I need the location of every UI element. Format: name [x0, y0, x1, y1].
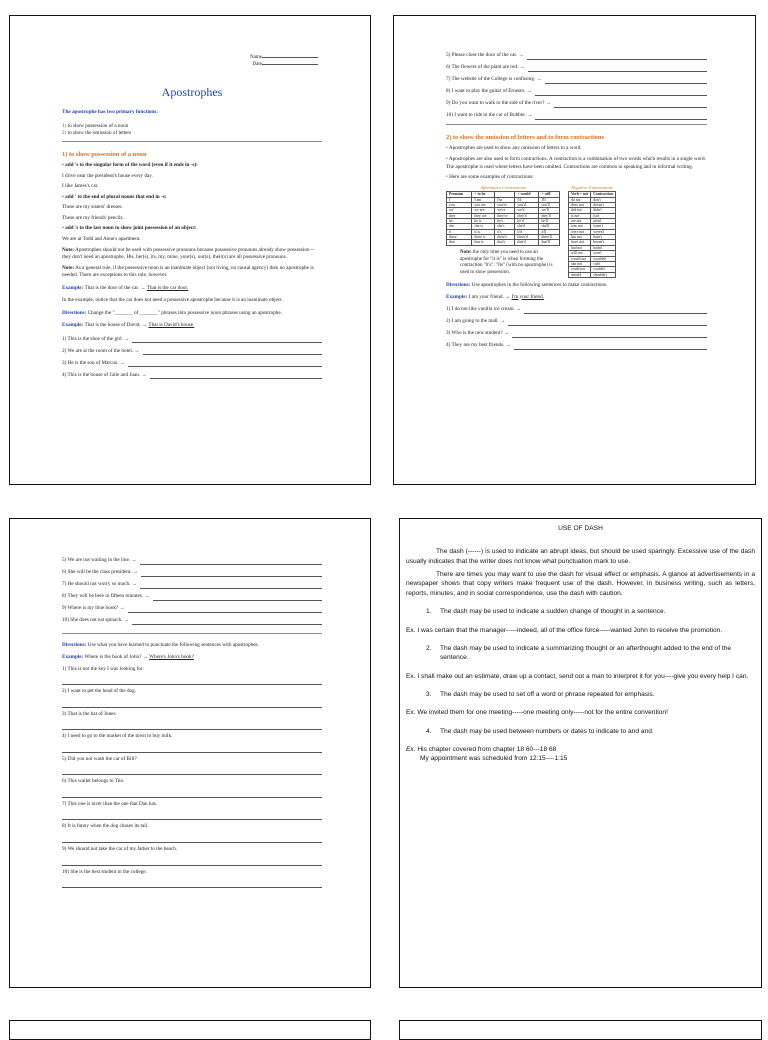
sentence-item: [62, 711, 322, 731]
page-title: USE OF DASH: [558, 525, 603, 532]
directions: Directions: Use apostrophes in the following sentences to make contractions.: [446, 282, 608, 288]
example-line: I drive near the president's house every day.: [62, 172, 153, 179]
contraction-tables: [446, 185, 707, 278]
table-cell: were not: [569, 229, 591, 234]
table-cell: are not: [569, 219, 591, 224]
dash-example-4: Ex. His chapter covered from chapter 18 60---18 68: [406, 746, 557, 754]
table-cell: you are: [472, 202, 495, 207]
sentence-text: 8) It is funny when the dog chases its tail.: [62, 823, 149, 830]
example-block: Example: Where is the book of John? → Where's John's book?: [62, 654, 194, 661]
sentence-text: 7) This one is nicer than the one that Dan has.: [62, 800, 158, 807]
table-cell: you're: [495, 202, 515, 207]
sentence-item: [62, 733, 322, 753]
table-cell: she'll: [539, 224, 560, 229]
name-label: Name: [250, 55, 262, 60]
sentence-text: 10) She is the best student in the college.: [62, 868, 147, 875]
sentence-item: [62, 778, 322, 798]
table-cell: do not: [569, 197, 591, 202]
rule-2: • add ' to the end of plural nouns that end in -s:: [62, 193, 167, 200]
dash-example-2: Ex. I shall make out an estimate, draw up a contact, send out a man to interpret it for you----give you every help I can.: [406, 672, 749, 680]
table-cell: won't: [591, 251, 616, 256]
bullet-3: • Here are some examples of contractions:: [446, 174, 534, 181]
dash-handout-page: [399, 518, 762, 988]
table-cell: should: [569, 272, 591, 277]
dash-rule-2: 2. The dash may be used to indicate a summarizing thought or an afterthought added to the end of the sentence.: [426, 644, 732, 662]
table-cell: it'd: [515, 229, 539, 234]
table-cell: does not: [569, 202, 591, 207]
table-cell: that'll: [539, 240, 560, 245]
exercise-row[interactable]: 8) They will be here in fifteen minutes. →: [62, 593, 322, 601]
section-heading-possession: 1) to show possession of a noun: [62, 150, 147, 158]
table-cell: I'd: [515, 197, 539, 202]
exercise-row[interactable]: 4) They are my best friends. →: [446, 342, 707, 350]
table-cell: there'd: [515, 235, 539, 240]
example-line: I like James's car.: [62, 183, 99, 190]
affirmative-caption: Affirmative Contractions: [480, 184, 526, 190]
example-block: Example: That is the house of David. → That is David's house.: [62, 322, 195, 329]
dash-example-1: Ex. I was certain that the manager-----indeed, all of the office force-----wanted John to receive the promotion.: [406, 626, 723, 634]
answer-line[interactable]: [62, 786, 322, 798]
table-cell: there: [447, 235, 472, 240]
exercise-row[interactable]: 2) I am going to the mall. →: [446, 318, 707, 326]
table-cell: that: [447, 240, 472, 245]
table-cell: he: [447, 219, 472, 224]
table-cell: we are: [472, 208, 495, 213]
table-cell: is not: [569, 213, 591, 218]
table-header-cell: + would: [515, 192, 539, 197]
dash-rule-1: 1. The dash may be used to indicate a sudden change of thought in a sentence.: [426, 608, 666, 616]
table-cell: will not: [569, 251, 591, 256]
exercise-row[interactable]: 10) She does not eat spinach. →: [62, 617, 322, 625]
section-heading-omission: 2) to show the omission of letters and to form contractions: [446, 134, 604, 142]
table-cell: was not: [569, 224, 591, 229]
worksheet-page-3: [9, 518, 371, 988]
exercise-row[interactable]: 4) This is the house of Julie and Juan. →: [62, 372, 322, 380]
table-cell: I: [447, 197, 472, 202]
directions: Directions: Use what you have learned to punctuate the following sentences with apostrophes.: [62, 641, 259, 648]
table-cell: that is: [472, 240, 495, 245]
name-line: [262, 57, 318, 58]
answer-line[interactable]: [62, 741, 322, 753]
table-cell: it: [447, 229, 472, 234]
function-item: 2) to show the omission of letters: [62, 130, 132, 137]
table-cell: had not: [569, 245, 591, 250]
example-block: Example: I am your friend. → I'm your friend.: [446, 293, 545, 300]
table-cell: we'll: [539, 208, 560, 213]
dash-example-4b: My appointment was scheduled from 12:15----1:15: [420, 755, 568, 763]
sentence-text: 3) That is the hat of Jones.: [62, 710, 117, 717]
its-note: Note: the only time you need to use an apostrophe for "it is" is when forming the contraction "it's". "Its" (with no apostrophe) is used to show possession.: [460, 249, 553, 276]
table-cell: I'll: [539, 197, 560, 202]
table-cell: didn't: [591, 208, 616, 213]
table-cell: I am: [472, 197, 495, 202]
sentence-text: 1) This is not the key I was looking for.: [62, 665, 144, 672]
table-cell: they'd: [515, 213, 539, 218]
table-row: [447, 240, 560, 245]
table-cell: doesn't: [591, 202, 616, 207]
table-row: [569, 272, 616, 277]
table-cell: wouldn't: [591, 256, 616, 261]
exercise-row[interactable]: 7) He should not worry so much. →: [62, 581, 322, 589]
table-cell: that'd: [515, 240, 539, 245]
sentence-text: 6) This wallet belongs to Tito.: [62, 778, 125, 785]
table-cell: you: [447, 202, 472, 207]
table-cell: did not: [569, 208, 591, 213]
paragraph-1: The dash (------) is used to indicate an abrupt ideas, but should be used sparingly. Excessive use of the dash usually indicates that the writer does not know what punctuation mark to use.: [406, 548, 755, 565]
paragraph-2: There are times you may want to use the dash for visual effect or emphasis. A glance at advertisements in a newspaper shows that copy writers make frequent use of the dash. However, in business writing, such as letters, reports, minutes, and in social correspondence, use the dash with caution.: [406, 571, 755, 597]
sentence-item: [62, 846, 322, 866]
table-cell: could not: [569, 267, 591, 272]
table-cell: she: [447, 224, 472, 229]
table-cell: we'd: [515, 208, 539, 213]
table-cell: he is: [472, 219, 495, 224]
exercise-row[interactable]: 10) I want to ride in the car of Bobbie. →: [446, 112, 707, 120]
table-cell: aren't: [591, 219, 616, 224]
date-label: Date: [252, 61, 262, 67]
table-cell: don't: [591, 197, 616, 202]
table-cell: there is: [472, 235, 495, 240]
exercise-row[interactable]: 7) The website of the College is confusing. →: [446, 76, 707, 84]
explanation: In the example, notice that the car does not need a possessive apostrophe because it is an inanimate object.: [62, 297, 283, 304]
exercise-row[interactable]: 3) He is the son of Marcus. →: [62, 360, 322, 368]
exercise-row[interactable]: 6) She will be the class president. →: [62, 569, 322, 577]
table-cell: she'd: [515, 224, 539, 229]
negative-table: [568, 191, 616, 278]
table-cell: you'll: [539, 202, 560, 207]
note-2: Note: As a general rule, if the possessive noun is an inanimate object (not living, no causal agency) then no apostrophe is needed. There are exceptions to this rule, however.: [62, 264, 314, 279]
table-cell: you'd: [515, 202, 539, 207]
exercise-row[interactable]: 1) I do not like vanilla ice cream. →: [446, 306, 707, 314]
sentence-item: [62, 869, 322, 889]
table-cell: have not: [569, 240, 591, 245]
table-header-cell: + will: [539, 192, 560, 197]
answer-line[interactable]: [62, 808, 322, 820]
date-line: [262, 64, 318, 65]
table-cell: that's: [495, 240, 515, 245]
table-cell: there'll: [539, 235, 560, 240]
table-cell: has not: [569, 235, 591, 240]
table-cell: weren't: [591, 229, 616, 234]
table-cell: hasn't: [591, 235, 616, 240]
table-cell: would not: [569, 256, 591, 261]
table-header-cell: + to be: [472, 192, 495, 197]
sentence-text: 9) We should not take the car of my father to the beach.: [62, 846, 178, 852]
table-header-cell: Verb + not: [569, 192, 591, 197]
table-cell: they are: [472, 213, 495, 218]
table-cell: it's: [495, 229, 515, 234]
table-cell: we're: [495, 208, 515, 213]
sentence-text: 5) Did you not wash the car of Bill?: [62, 755, 137, 762]
function-item: 1) to show possession of a noun: [62, 122, 129, 129]
answer-line[interactable]: [62, 718, 322, 730]
table-cell: they: [447, 213, 472, 218]
negative-caption: Negative Contractions: [571, 184, 613, 190]
table-cell: hadn't: [591, 245, 616, 250]
sentence-item: [62, 688, 322, 708]
table-cell: isn't: [591, 213, 616, 218]
page-title: Apostrophes: [161, 85, 223, 99]
table-cell: she is: [472, 224, 495, 229]
sentence-item: [62, 666, 322, 686]
answer-line[interactable]: [62, 831, 322, 843]
table-cell: there's: [495, 235, 515, 240]
dash-rule-4: 4. The dash may be used between numbers or dates to indicate to and and.: [426, 727, 654, 735]
answer-line[interactable]: [62, 854, 322, 866]
table-cell: wasn't: [591, 224, 616, 229]
sentence-text: 2) I want to pet the head of the dog.: [62, 688, 137, 695]
exercise-row[interactable]: 9) Where is my blue book? →: [62, 605, 322, 613]
sentence-item: [62, 756, 322, 776]
example-line: These are my friends' pencils.: [62, 214, 124, 221]
rule-1: • add 's to the singular form of the word (even if it ends in -s):: [62, 162, 198, 169]
table-cell: we: [447, 208, 472, 213]
exercise-row[interactable]: 5) Please close the door of the car. →: [446, 52, 707, 60]
affirmative-table: [446, 191, 560, 246]
intro-text: The apostrophe has two primary functions:: [62, 109, 159, 116]
sentence-text: 4) I need to go to the market of the town to buy milk.: [62, 733, 173, 740]
dash-example-3: Ex. We invited them for one meeting-----one meeting only-----not for the entire convention!: [406, 709, 668, 717]
name-date-fields: [250, 55, 318, 68]
table-cell: he'll: [539, 219, 560, 224]
worksheet-page-1: [9, 15, 371, 485]
sentence-item: [62, 801, 322, 821]
table-cell: couldn't: [591, 267, 616, 272]
table-cell: shouldn't: [591, 272, 616, 277]
table-header-cell: Contraction: [591, 192, 616, 197]
exercise-row[interactable]: 1) This is the shoe of the girl. →: [62, 336, 322, 344]
exercise-row[interactable]: 9) Do you want to walk to the side of the river? →: [446, 100, 707, 108]
table-cell: she's: [495, 224, 515, 229]
table-cell: can't: [591, 261, 616, 266]
exercise-row[interactable]: 8) I want to play the guitar of Ernesto. →: [446, 88, 707, 96]
table-cell: it is: [472, 229, 495, 234]
table-cell: he'd: [515, 219, 539, 224]
exercise-row[interactable]: 3) Who is the new student? →: [446, 330, 707, 338]
directions: Directions: Change the "_______ of _______" phrases into possessive noun phrases using an apostrophe.: [62, 309, 282, 316]
table-cell: I'm: [495, 197, 515, 202]
bullet-2: • Apostrophes are also used to form contractions. A contraction is a combination of two words which results in a single word. The apostrophe is used where letters have been omitted. Contractions are common in speaking and in informal writing.: [446, 156, 706, 170]
table-cell: can not: [569, 261, 591, 266]
table-cell: they're: [495, 213, 515, 218]
exercise-row[interactable]: 2) We are at the room of the hotel. →: [62, 348, 322, 356]
rule-3: • add 's to the last noun to show joint possession of an object:: [62, 225, 197, 232]
table-cell: haven't: [591, 240, 616, 245]
exercise-row[interactable]: 6) The flowers of the plant are red. →: [446, 64, 707, 72]
worksheet-page-2: [393, 15, 756, 485]
example-line: These are my sisters' dresses.: [62, 204, 123, 211]
answer-line[interactable]: [62, 673, 322, 685]
sentence-item: [62, 823, 322, 843]
bullet-1: • Apostrophes are used to show any omission of letters in a word.: [446, 145, 582, 152]
functions-list: [62, 123, 322, 138]
answer-line[interactable]: [62, 763, 322, 775]
dash-rule-3: 3. The dash may be used to set off a word or phrase repeated for emphasis.: [426, 690, 655, 698]
example-line: We are at Todd and Anne's apartment.: [62, 235, 141, 242]
sentence-list: [62, 666, 322, 888]
answer-line[interactable]: [62, 876, 322, 888]
table-cell: they'll: [539, 213, 560, 218]
table-cell: it'll: [539, 229, 560, 234]
example-block: Example: That is the door of the car. → That is the car door.: [62, 284, 189, 291]
note-1: Note: Apostrophes should not be used with possessive pronouns because possessive pronouns already show possession -- they don't need an apostrophe. His, her(s), its, my, mine, your(s), our(s), their(s) are all possessive pronouns.: [62, 246, 315, 261]
answer-line[interactable]: [62, 696, 322, 708]
worksheet-page-5-partial: [9, 1020, 371, 1040]
table-header-cell: Pronoun: [447, 192, 472, 197]
exercise-row[interactable]: 5) We are not waiting in the line. →: [62, 557, 322, 565]
table-cell: he's: [495, 219, 515, 224]
worksheet-page-6-partial: [399, 1020, 762, 1040]
